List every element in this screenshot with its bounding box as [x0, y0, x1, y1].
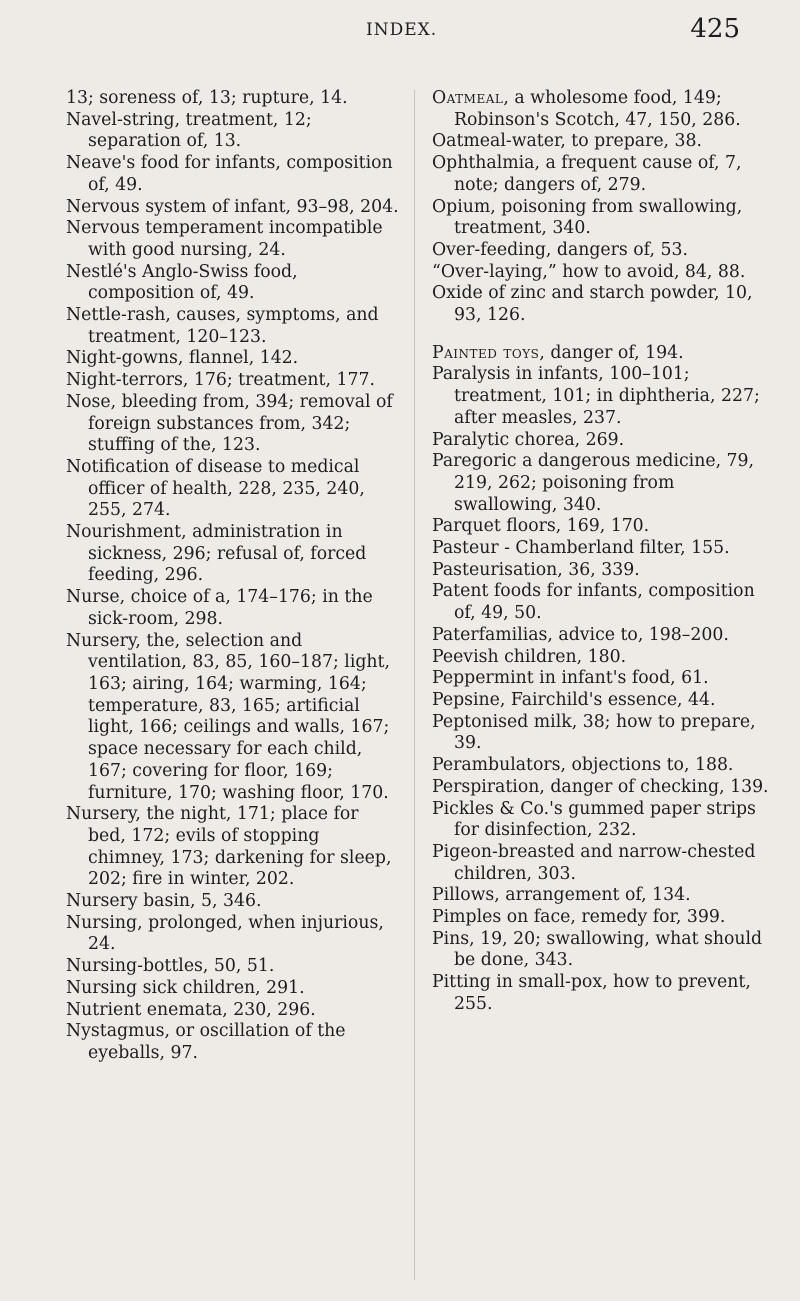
index-entry: [66, 262, 400, 305]
index-entry: [432, 240, 772, 262]
index-entry: [432, 364, 772, 429]
index-entry-text: Pillows, arrangement of, 134.: [432, 885, 691, 906]
index-entry-text: Nurse, choice of a, 174–176; in the sick-room, 298.: [66, 587, 373, 629]
index-entry: [432, 560, 772, 582]
index-column-left: [66, 88, 400, 1065]
index-entry: [432, 88, 772, 131]
index-entry-text: Nursing-bottles, 50, 51.: [66, 956, 275, 977]
index-entry: [432, 262, 772, 284]
index-entry: [432, 799, 772, 842]
index-entry: [66, 457, 400, 522]
index-entry-text: Nystagmus, or oscillation of the eyeballs, 97.: [66, 1021, 346, 1063]
index-entry-text: Ophthalmia, a frequent cause of, 7, note; dangers of, 279.: [432, 153, 742, 195]
index-entry: [66, 522, 400, 587]
index-entry: [432, 777, 772, 799]
index-entry-text: Nervous system of infant, 93–98, 204.: [66, 196, 399, 217]
index-entry-text: Nettle-rash, causes, symptoms, and treatment, 120–123.: [66, 305, 379, 347]
index-entry: [66, 587, 400, 630]
index-entry-text: Oxide of zinc and starch powder, 10, 93, 126.: [432, 283, 753, 326]
index-entry-text: “Over-laying,” how to avoid, 84, 88.: [432, 261, 746, 282]
index-entry: [432, 885, 772, 907]
index-entry: [432, 516, 772, 538]
index-entry: [66, 348, 400, 370]
page-header: [300, 14, 740, 50]
index-entry: [66, 88, 400, 110]
index-entry-text: Nursery, the, selection and ventilation, 83, 85, 160–187; light, 163; airing, 164; warming, 164; temperature, 83, 165; artificial light, 166; ceilings and walls, 167; space necessary for each child, 167; covering for floor, 169; furniture, 170; washing floor, 170.: [66, 630, 390, 803]
index-entry-text: Peppermint in infant's food, 61.: [432, 668, 709, 689]
index-entry-text: , a wholesome food, 149; Robinson's Scotch, 47, 150, 286.: [454, 88, 741, 130]
index-entry-text: Paralytic chorea, 269.: [432, 429, 625, 450]
index-entry-text: Opium, poisoning from swallowing, treatment, 340.: [432, 196, 743, 239]
index-entry: [432, 538, 772, 560]
column-divider: [414, 90, 415, 1280]
index-entry-text: Patent foods for infants, composition of, 49, 50.: [432, 581, 755, 624]
index-entry-text: Perambulators, objections to, 188.: [432, 755, 734, 776]
index-entry-text: Paterfamilias, advice to, 198–200.: [432, 624, 729, 645]
index-entry: [66, 197, 400, 219]
index-entry-text: Pimples on face, remedy for, 399.: [432, 907, 726, 928]
index-entry: [432, 343, 772, 365]
index-entry: [432, 842, 772, 885]
index-entry-headword: Painted toys: [432, 342, 540, 363]
index-entry: [432, 972, 772, 1015]
index-entry-text: Pins, 19, 20; swallowing, what should be done, 343.: [432, 928, 763, 971]
index-entry: [432, 712, 772, 755]
index-entry: [66, 978, 400, 1000]
index-entry-text: Night-gowns, flannel, 142.: [66, 348, 299, 369]
index-entry-text: Nursery basin, 5, 346.: [66, 891, 262, 912]
index-entry: [432, 690, 772, 712]
index-entry-text: Oatmeal-water, to prepare, 38.: [432, 131, 703, 152]
index-entry-text: Paregoric a dangerous medicine, 79, 219, 262; poisoning from swallowing, 340.: [432, 451, 755, 515]
index-entry-text: Nursing sick children, 291.: [66, 977, 305, 998]
index-entry: [66, 804, 400, 891]
index-entry: [432, 430, 772, 452]
index-entry-text: Pasteurisation, 36, 339.: [432, 559, 640, 580]
index-entry-text: 13; soreness of, 13; rupture, 14.: [66, 88, 348, 108]
index-entry-text: Pasteur - Chamberland filter, 155.: [432, 538, 730, 559]
index-entry-text: Parquet floors, 169, 170.: [432, 516, 650, 537]
index-entry: [66, 913, 400, 956]
index-entry: [66, 218, 400, 261]
index-entry-text: Paralysis in infants, 100–101; treatment, 101; in diphtheria, 227; after measles, 237.: [432, 364, 760, 428]
index-entry: [432, 625, 772, 647]
page-number: 425: [690, 14, 740, 44]
index-entry-text: Peptonised milk, 38; how to prepare, 39.: [432, 711, 756, 754]
index-entry: [66, 891, 400, 913]
index-entry: [432, 581, 772, 624]
index-entry: [432, 647, 772, 669]
index-entry-text: Pepsine, Fairchild's essence, 44.: [432, 689, 716, 710]
index-entry-text: Night-terrors, 176; treatment, 177.: [66, 370, 375, 391]
index-entry-text: Nose, bleeding from, 394; removal of foreign substances from, 342; stuffing of the, 123.: [66, 391, 393, 456]
index-entry: [432, 153, 772, 196]
index-entry-text: Nursery, the night, 171; place for bed, 172; evils of stopping chimney, 173; darkening for sleep, 202; fire in winter, 202.: [66, 804, 392, 890]
index-entry: [66, 392, 400, 457]
index-entry-text: Navel-string, treatment, 12; separation of, 13.: [66, 109, 312, 152]
index-entry: [432, 907, 772, 929]
index-entry-text: , danger of, 194.: [539, 342, 684, 363]
index-entry: [66, 1000, 400, 1022]
index-entry-text: Nursing, prolonged, when injurious, 24.: [66, 912, 384, 955]
index-column-right: [432, 88, 772, 1016]
index-entry-text: Notification of disease to medical officer of health, 228, 235, 240, 255, 274.: [66, 456, 365, 521]
index-entry-text: Neave's food for infants, composition of, 49.: [66, 153, 393, 195]
index-entry: [66, 1021, 400, 1064]
index-entry: [432, 929, 772, 972]
index-entry: [432, 131, 772, 153]
index-entry: [66, 956, 400, 978]
index-entry: [66, 110, 400, 153]
index-entry-text: Pigeon-breasted and narrow-chested children, 303.: [432, 841, 756, 884]
index-entry-text: Nutrient enemata, 230, 296.: [66, 999, 316, 1020]
index-entry-text: Nestlé's Anglo-Swiss food, composition of, 49.: [66, 261, 298, 304]
index-entry: [66, 153, 400, 196]
index-entry-text: Over-feeding, dangers of, 53.: [432, 239, 688, 260]
index-entry-text: Pickles & Co.'s gummed paper strips for disinfection, 232.: [432, 798, 756, 841]
index-entry: [432, 283, 772, 326]
index-entry: [66, 305, 400, 348]
index-entry: [66, 370, 400, 392]
index-entry: [66, 631, 400, 805]
index-entry-text: Perspiration, danger of checking, 139.: [432, 776, 769, 797]
index-entry: [432, 755, 772, 777]
index-entry-headword: Oatmeal: [432, 88, 504, 108]
index-entry: [432, 197, 772, 240]
index-entry-text: Nervous temperament incompatible with good nursing, 24.: [66, 218, 383, 260]
index-entry-text: Peevish children, 180.: [432, 646, 627, 667]
index-entry-text: Pitting in small-pox, how to prevent, 255.: [432, 972, 751, 1014]
running-title: INDEX.: [366, 20, 438, 40]
index-entry-text: Nourishment, administration in sickness, 296; refusal of, forced feeding, 296.: [66, 522, 367, 586]
index-entry: [432, 451, 772, 516]
index-entry: [432, 668, 772, 690]
